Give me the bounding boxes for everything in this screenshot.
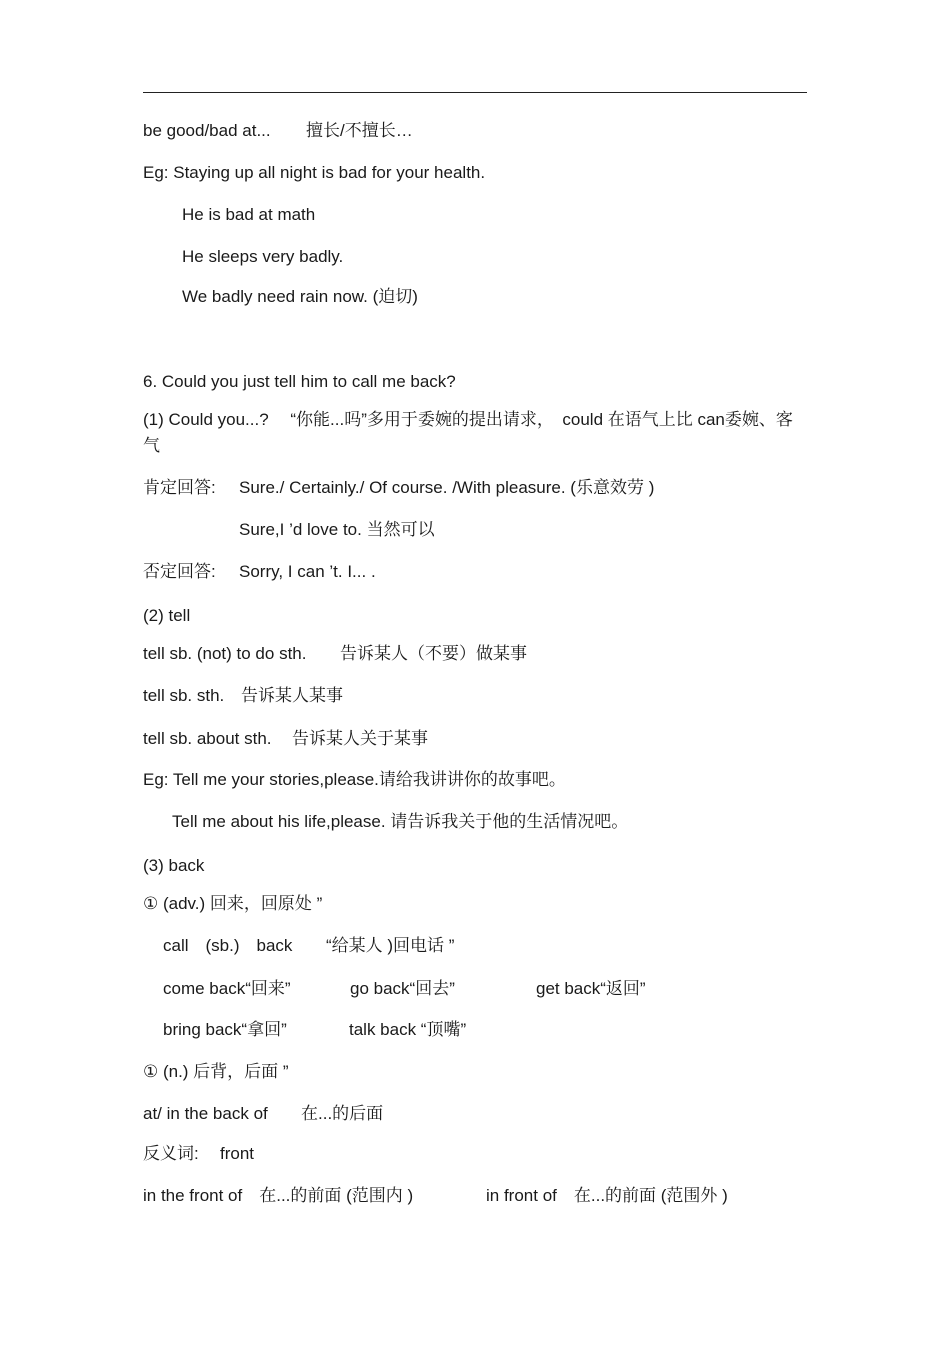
explanation-paragraph: (1) Could you...? “你能...吗”多用于委婉的提出请求， could 在语气上比 can委婉、客气 (143, 410, 793, 455)
phrase-line: at/ in the back of 在...的后面 (143, 1104, 384, 1123)
phrase-line: bring back“拿回” talk back “顶嘴” (163, 1020, 467, 1039)
example-line: We badly need rain now. (迫切) (182, 287, 418, 306)
example-line: Tell me about his life,please. 请告诉我关于他的生活情况吧。 (172, 812, 629, 831)
phrase-line: tell sb. (not) to do sth. 告诉某人（不要）做某事 (143, 644, 527, 663)
meaning-adv: ① (adv.) 回来，回原处 ” (143, 894, 323, 913)
phrase-line: in the front of 在...的前面 (范围内 ) in front of 在...的前面 (范围外 ) (143, 1186, 728, 1205)
meaning-noun: ① (n.) 后背，后面 ” (143, 1062, 289, 1081)
phrase-line: come back“回来” go back“回去” get back“返回” (163, 979, 646, 998)
example-line: Eg: Staying up all night is bad for your health. (143, 163, 486, 182)
subsection-heading: (2) tell (143, 606, 191, 625)
positive-answer-line: 肯定回答: Sure./ Certainly./ Of course. /With pleasure. (乐意效劳 ) (143, 478, 655, 497)
phrase-line: tell sb. about sth. 告诉某人关于某事 (143, 729, 428, 748)
phrase-be-good-bad-at: be good/bad at... 擅长/不擅长… (143, 121, 413, 140)
example-line: He sleeps very badly. (182, 247, 344, 266)
positive-answer-line: Sure,I ’d love to. 当然可以 (239, 520, 435, 539)
phrase-line: call (sb.) back “给某人 )回电话 ” (163, 936, 455, 955)
section-heading: 6. Could you just tell him to call me back? (143, 372, 456, 391)
negative-answer-line: 否定回答: Sorry, I can ’t. I... . (143, 562, 376, 581)
example-line: Eg: Tell me your stories,please.请给我讲讲你的故事吧。 (143, 770, 566, 789)
subsection-heading: (3) back (143, 856, 205, 875)
antonym-line: 反义词: front (143, 1144, 255, 1163)
example-line: He is bad at math (182, 205, 316, 224)
header-rule (143, 92, 807, 93)
phrase-line: tell sb. sth. 告诉某人某事 (143, 686, 343, 705)
